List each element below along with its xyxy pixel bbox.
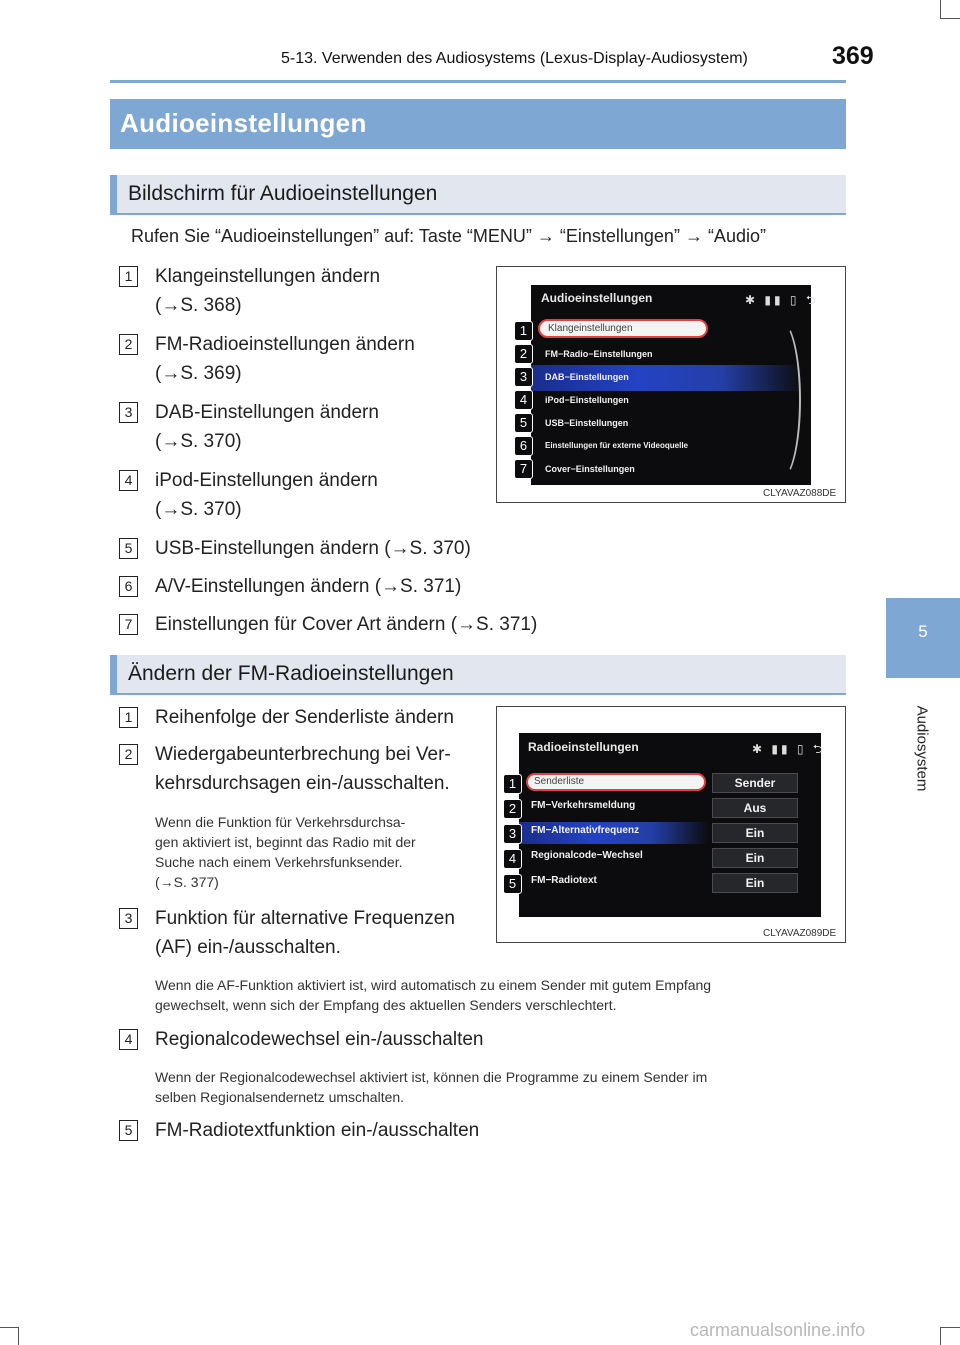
chapter-number: 5 [918,622,928,641]
item-text: (→S. 370) [155,499,242,520]
figure-code: CLYAVAZ088DE [763,488,837,499]
crop-mark [18,1327,19,1345]
callout-marker: 6 [514,436,533,456]
radio-settings-screenshot [496,706,846,943]
item-number: 3 [119,402,138,423]
menu-row-regional[interactable]: Regionalcode−Wechsel [531,850,643,861]
note-text [155,812,416,892]
callout-marker: 7 [514,459,533,479]
note-line: Wenn die AF-Funktion aktiviert ist, wird automatisch zu einem Sender mit gutem Empfang [155,977,712,993]
crop-mark [0,1327,18,1328]
item-text: (AF) ein-/ausschalten. [155,937,341,958]
item-text: DAB-Einstellungen ändern [155,402,379,423]
item-text: (→S. 369) [155,363,242,384]
value-traffic[interactable]: Aus [712,798,798,818]
note-line: Suche nach einem Verkehrsfunksender. [155,854,403,870]
value-regional[interactable]: Ein [712,848,798,868]
note-line: gen aktiviert ist, beginnt das Radio mit der [155,834,416,850]
menu-row-radiotext[interactable]: FM−Radiotext [531,875,597,886]
crop-mark [940,0,941,18]
item-text: A/V-Einstellungen ändern (→S. 371) [155,576,462,597]
callout-marker: 3 [503,824,522,844]
audio-settings-screenshot [496,266,846,503]
display-screen [531,285,819,485]
item-text: Regionalcodewechsel ein-/ausschalten [155,1029,484,1050]
menu-row-ipod[interactable]: iPod−Einstellungen [545,395,629,405]
item-text: iPod-Einstellungen ändern [155,470,378,491]
figure-code: CLYAVAZ089DE [763,928,837,939]
item-text: Klangeinstellungen ändern [155,266,381,287]
note-line: Wenn die Funktion für Verkehrsdurchsa- [155,814,406,830]
callout-marker: 5 [503,874,522,894]
note-line: (→S. 377) [155,874,219,890]
crop-mark [940,1327,941,1345]
item-number: 2 [119,334,138,355]
item-text: (→S. 368) [155,295,242,316]
screen-title: Radioeinstellungen [528,740,639,754]
item-number: 4 [119,1029,138,1050]
menu-row-usb[interactable]: USB−Einstellungen [545,418,629,428]
display-screen [519,733,826,917]
callout-marker: 2 [514,344,533,364]
scroll-arc [761,320,801,480]
chapter-tab [886,598,960,678]
section-heading: Ändern der FM-Radioeinstellungen [110,655,846,695]
menu-row-dab[interactable]: DAB−Einstellungen [545,372,629,382]
item-text: Wiedergabeunterbrechung bei Ver- [155,744,451,765]
menu-row-video[interactable]: Einstellungen für externe Videoquelle [545,441,688,450]
header-rule [110,80,846,83]
item-text: Funktion für alternative Frequenzen [155,908,455,929]
page-number: 369 [832,42,874,70]
item-text: (→S. 370) [155,431,242,452]
menu-row-sound[interactable]: Klangeinstellungen [538,319,708,338]
value-af[interactable]: Ein [712,823,798,843]
item-number: 6 [119,576,138,597]
section-heading: Bildschirm für Audioeinstellungen [110,175,846,215]
note-line: selben Regionalsendernetz umschalten. [155,1089,405,1105]
status-icons: ✱ ▮▮ ▯ ⮌ [745,293,819,307]
callout-marker: 2 [503,799,522,819]
status-icons: ✱ ▮▮ ▯ ⮌ [752,742,826,756]
value-radiotext[interactable]: Ein [712,873,798,893]
item-text: FM-Radioeinstellungen ändern [155,334,415,355]
item-number: 7 [119,614,138,635]
crop-mark [940,1327,960,1328]
chapter-label: Audiosystem [913,705,931,792]
menu-row-af[interactable]: FM−Alternativfrequenz [531,825,640,836]
menu-row-traffic[interactable]: FM−Verkehrsmeldung [531,800,636,811]
callout-marker: 1 [514,321,533,341]
item-text: kehrsdurchsagen ein-/ausschalten. [155,773,450,794]
item-number: 3 [119,908,138,929]
menu-row-fm[interactable]: FM−Radio−Einstellungen [545,349,653,359]
item-number: 4 [119,470,138,491]
callout-marker: 1 [503,774,522,794]
note-text [155,1067,707,1107]
watermark: carmanualsonline.info [690,1320,866,1340]
main-heading: Audioeinstellungen [110,99,846,149]
value-station-list[interactable]: Sender [712,773,798,793]
screen-title: Audioeinstellungen [541,291,653,305]
menu-row-cover[interactable]: Cover−Einstellungen [545,464,635,474]
running-header: 5-13. Verwenden des Audiosystems (Lexus-Display-Audiosystem) [281,50,748,67]
note-line: Wenn der Regionalcodewechsel aktiviert ist, können die Programme zu einem Sender im [155,1069,708,1085]
item-number: 1 [119,266,138,287]
note-text [155,975,711,1015]
crop-mark [940,18,960,19]
menu-row-station-list[interactable]: Senderliste [526,773,706,791]
item-number: 5 [119,1120,138,1141]
note-line: gewechselt, wenn sich der Empfang des aktuellen Senders verschlechtert. [155,997,617,1013]
item-number: 1 [119,707,138,728]
item-text: Einstellungen für Cover Art ändern (→S. 371) [155,614,538,635]
callout-marker: 3 [514,367,533,387]
item-number: 2 [119,744,138,765]
callout-marker: 5 [514,413,533,433]
intro-text: Rufen Sie “Audioeinstellungen” auf: Taste “MENU” → “Einstellungen” → “Audio” [131,226,766,246]
callout-marker: 4 [503,849,522,869]
callout-marker: 4 [514,390,533,410]
item-number: 5 [119,538,138,559]
item-text: USB-Einstellungen ändern (→S. 370) [155,538,471,559]
item-text: FM-Radiotextfunktion ein-/ausschalten [155,1120,480,1141]
item-text: Reihenfolge der Senderliste ändern [155,707,454,728]
